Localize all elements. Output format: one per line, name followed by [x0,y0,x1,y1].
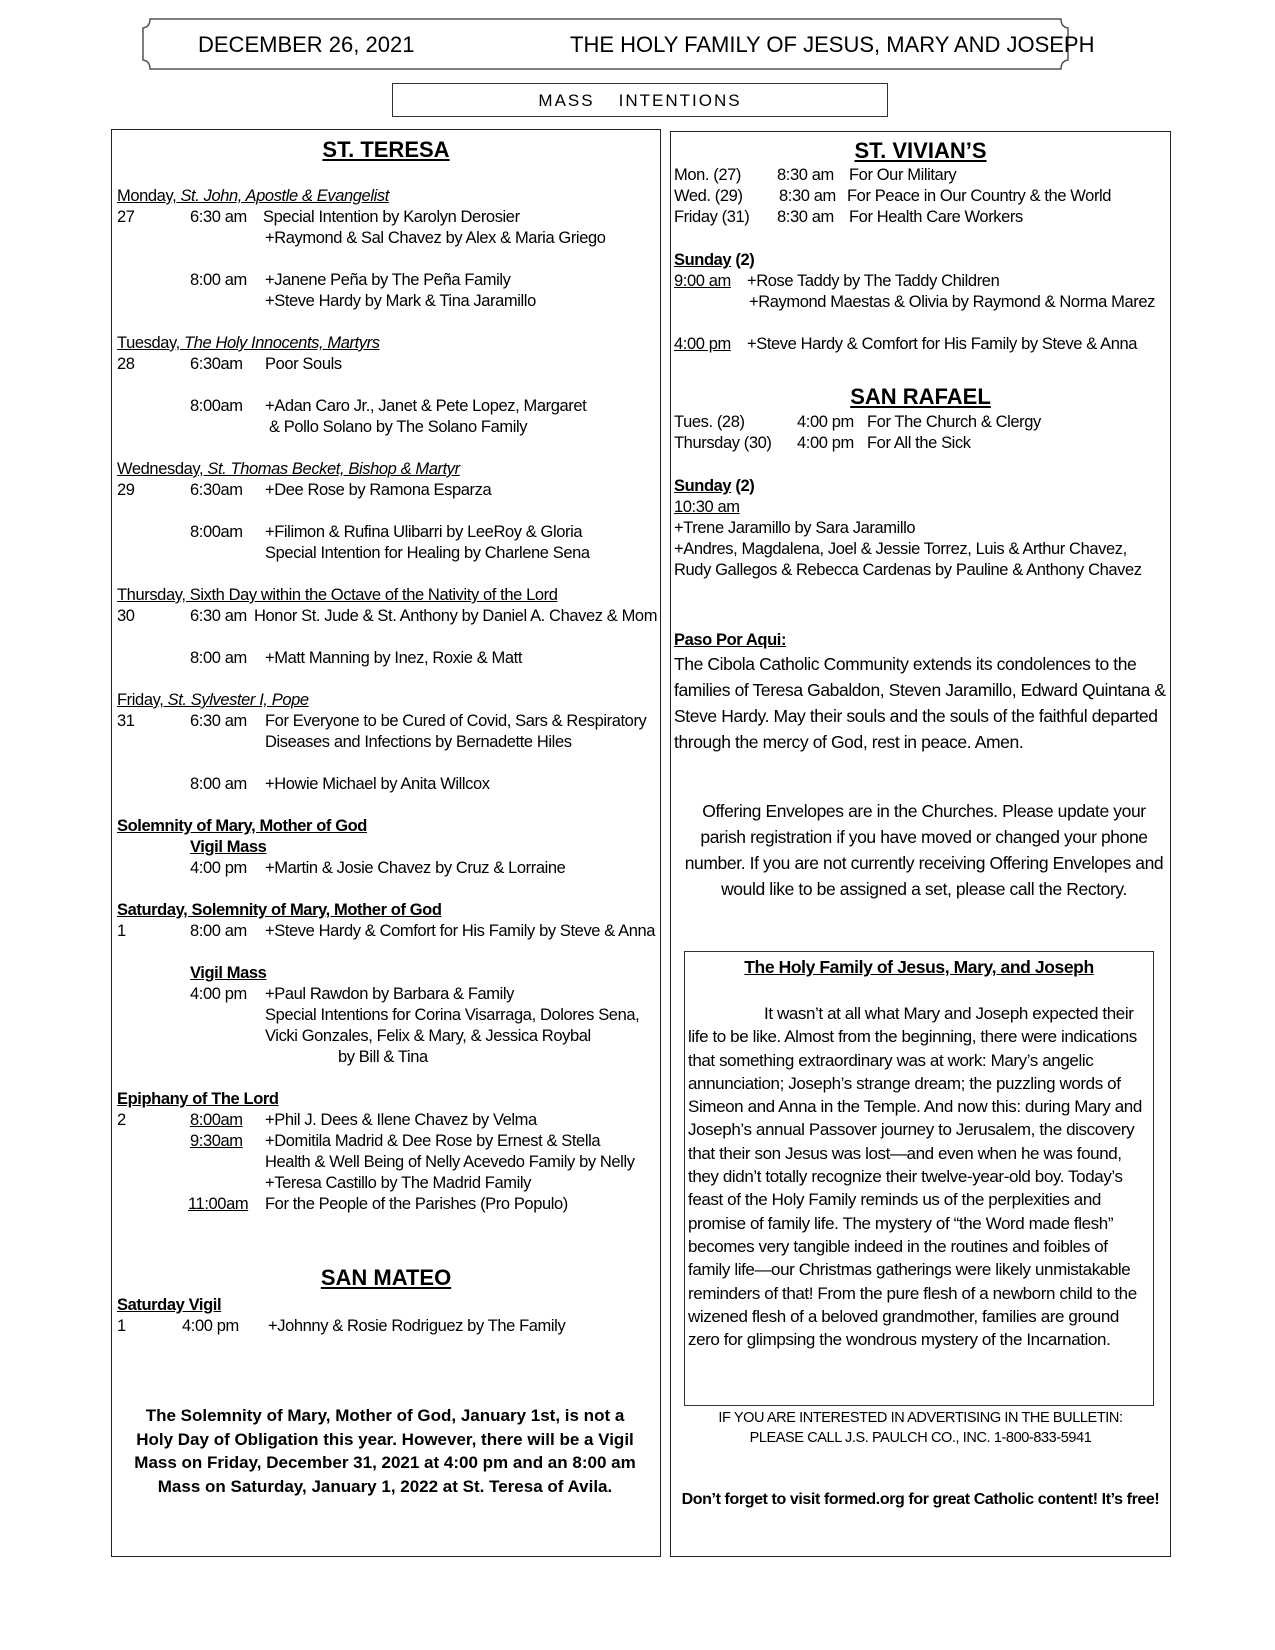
mass-intention: +Steve Hardy by Mark & Tina Jaramillo [265,292,536,310]
vigil-mass-label: Vigil Mass [190,838,267,856]
saturday-date: 1 [117,922,126,940]
mass-intention: +Raymond & Sal Chavez by Alex & Maria Griego [265,229,606,247]
mass-intention: +Trene Jaramillo by Sara Jaramillo [674,519,916,537]
saturday-time-2: 4:00 pm [190,985,247,1003]
epiphany-time-3: 11:00am [188,1195,249,1213]
mass-intention: +Howie Michael by Anita Willcox [265,775,490,793]
mass-intention: +Steve Hardy & Comfort for His Family by Steve & Anna [265,922,656,940]
formed-notice: Don’t forget to visit formed.org for great Catholic content! It’s free! [681,1491,1160,1508]
mass-intention: For All the Sick [867,434,971,452]
wednesday-date: 29 [117,481,135,499]
mass-intention: For Our Military [849,166,957,184]
mass-intention: +Andres, Magdalena, Joel & Jessie Torrez, Luis & Arthur Chavez, [674,540,1127,558]
vivians-sunday-time-1: 9:00 am [674,272,731,290]
mass-intention: +Janene Peña by The Peña Family [265,271,511,289]
mass-intention: Health & Well Being of Nelly Acevedo Family by Nelly [265,1153,635,1171]
mass-intention: For Peace in Our Country & the World [847,187,1112,205]
epiphany-date: 2 [117,1111,126,1129]
bulletin-date: DECEMBER 26, 2021 [198,32,415,57]
san-rafael-heading: SAN RAFAEL [850,384,991,409]
mass-intentions-banner [392,83,888,117]
epiphany-time-1: 8:00am [190,1111,243,1129]
vivians-day: Wed. (29) [674,187,743,205]
mass-intention: +Filimon & Rufina Ulibarri by LeeRoy & Gloria [265,523,583,541]
tuesday-heading: Tuesday, The Holy Innocents, Martyrs [117,334,380,352]
mass-intention: Rudy Gallegos & Rebecca Cardenas by Pauline & Anthony Chavez [674,561,1142,579]
mass-intention: +Rose Taddy by The Taddy Children [747,272,1000,290]
saturday-vigil-label: Saturday Vigil [117,1296,222,1314]
rafael-sunday-label: Sunday (2) [674,477,755,495]
thursday-heading: Thursday, Sixth Day within the Octave of the Nativity of the Lord [117,586,558,604]
mass-intention: Diseases and Infections by Bernadette Hiles [265,733,572,751]
mass-intention: Special Intentions for Corina Visarraga, Dolores Sena, [265,1006,640,1024]
mass-intention: Vicki Gonzales, Felix & Mary, & Jessica Roybal [265,1027,591,1045]
mass-intention: +Paul Rawdon by Barbara & Family [265,985,515,1003]
vivians-day: Friday (31) [674,208,750,226]
vivians-day: Mon. (27) [674,166,742,184]
mass-intention: +Adan Caro Jr., Janet & Pete Lopez, Margaret [265,397,587,415]
epiphany-heading: Epiphany of The Lord [117,1090,279,1108]
mass-label: MASS [538,91,595,110]
st-vivians-heading: ST. VIVIAN’S [854,138,987,163]
vivians-time: 8:30 am [779,187,836,205]
monday-time-1: 6:30 am [190,208,247,226]
friday-heading: Friday, St. Sylvester I, Pope [117,691,309,709]
rafael-sunday-time: 10:30 am [674,498,740,516]
san-mateo-time: 4:00 pm [182,1317,239,1335]
tuesday-date: 28 [117,355,135,373]
saturday-time-1: 8:00 am [190,922,247,940]
rafael-day: Tues. (28) [674,413,745,431]
mass-intention: +Steve Hardy & Comfort for His Family by Steve & Anna [747,335,1138,353]
st-teresa-heading: ST. TERESA [322,137,450,162]
thursday-time-1: 6:30 am [190,607,247,625]
mass-intention: Special Intention by Karolyn Derosier [263,208,520,226]
rafael-time: 4:00 pm [797,434,854,452]
friday-time-1: 6:30 am [190,712,247,730]
vivians-sunday-time-2: 4:00 pm [674,335,731,353]
advertising-line-2: PLEASE CALL J.S. PAULCH CO., INC. 1-800-833-5941 [749,1430,1092,1446]
monday-heading: Monday, St. John, Apostle & Evangelist [117,187,389,205]
solemnity-heading: Solemnity of Mary, Mother of God [117,817,367,835]
mass-intention: & Pollo Solano by The Solano Family [269,418,528,436]
bulletin-title: THE HOLY FAMILY OF JESUS, MARY AND JOSEPH [570,32,1095,57]
wednesday-time-2: 8:00am [190,523,243,541]
mass-intention: +Matt Manning by Inez, Roxie & Matt [265,649,523,667]
solemnity-time: 4:00 pm [190,859,247,877]
friday-time-2: 8:00 am [190,775,247,793]
rafael-time: 4:00 pm [797,413,854,431]
vivians-sunday-label: Sunday (2) [674,251,755,269]
thursday-date: 30 [117,607,135,625]
mass-intention: For the People of the Parishes (Pro Populo) [265,1195,568,1213]
paso-por-aqui-text: The Cibola Catholic Community extends its condolences to the families of Teresa Gabaldon, Steven Jaramillo, Edward Quintana & Steve Hardy. May their souls and the souls of the faithful departed through the mercy of God, rest in peace. Amen. [674,654,1166,752]
tuesday-time-1: 6:30am [190,355,243,373]
mass-intention: +Raymond Maestas & Olivia by Raymond & Norma Marez [749,293,1155,311]
holy-family-heading: The Holy Family of Jesus, Mary, and Joseph [744,957,1094,977]
monday-time-2: 8:00 am [190,271,247,289]
mass-intention: +Teresa Castillo by The Madrid Family [265,1174,531,1192]
mass-intention: +Phil J. Dees & Ilene Chavez by Velma [265,1111,537,1129]
holy-family-text: It wasn’t at all what Mary and Joseph expected their life to be like. Almost from the beginning, there were indications that something extraordinary was at work: Mary’s angelic annunciation; Joseph’s strange dream; the puzzling words of Simeon and Anna in the Temple. And now this: during Mary and Joseph’s annual Passover journey to Jerusalem, the discovery that their son Jesus was lost—and even when he was found, they didn’t totally recognize their twelve-year-old boy. Today’s feast of the Holy Family reminds us of the perplexities and promise of family life. The mystery of “the Word made flesh” becomes very tangible indeed in the routines and foibles of family life—our Christmas gatherings were likely unmistakable reminders of that! From the pure flesh of a newborn child to the wizened flesh of a beloved grandmother, families are ground zero for glimpsing the wondrous mystery of the Incarnation. [688,1004,1142,1350]
tuesday-time-2: 8:00am [190,397,243,415]
vivians-time: 8:30 am [777,208,834,226]
advertising-line-1: IF YOU ARE INTERESTED IN ADVERTISING IN THE BULLETIN: [718,1410,1123,1426]
mass-intention: Special Intention for Healing by Charlene Sena [265,544,590,562]
mass-intention: For Health Care Workers [849,208,1023,226]
mass-intention: Poor Souls [265,355,342,373]
offering-envelopes-notice: Offering Envelopes are in the Churches. Please update your parish registration if you have moved or changed your phone number. If you are not currently receiving Offering Envelopes and would like to be assigned a set, please call the Rectory. [684,801,1164,899]
vivians-time: 8:30 am [777,166,834,184]
intentions-label: INTENTIONS [618,91,742,110]
san-mateo-date: 1 [117,1317,126,1335]
thursday-time-2: 8:00 am [190,649,247,667]
wednesday-time-1: 6:30am [190,481,243,499]
friday-date: 31 [117,712,135,730]
mass-intention: Honor St. Jude & St. Anthony by Daniel A. Chavez & Mom [254,607,658,625]
mass-intention: +Johnny & Rosie Rodriguez by The Family [268,1317,566,1335]
vigil-mass-label: Vigil Mass [190,964,267,982]
mass-intention: +Martin & Josie Chavez by Cruz & Lorraine [265,859,566,877]
mass-intention: For The Church & Clergy [867,413,1041,431]
mass-intention: For Everyone to be Cured of Covid, Sars & Respiratory [265,712,647,730]
san-mateo-heading: SAN MATEO [320,1265,452,1290]
mass-intention: +Domitila Madrid & Dee Rose by Ernest & Stella [265,1132,601,1150]
wednesday-heading: Wednesday, St. Thomas Becket, Bishop & Martyr [117,460,460,478]
solemnity-notice: The Solemnity of Mary, Mother of God, January 1st, is not a Holy Day of Obligation this year. However, there will be a Vigil Mass on Friday, December 31, 2021 at 4:00 pm and an 8:00 am Mass on Saturday, January 1, 2022 at St. Teresa of Avila. [134,1406,636,1496]
saturday-heading: Saturday, Solemnity of Mary, Mother of God [117,901,442,919]
rafael-day: Thursday (30) [674,434,772,452]
mass-intention: by Bill & Tina [338,1048,428,1066]
monday-date: 27 [117,208,135,226]
mass-intention: +Dee Rose by Ramona Esparza [265,481,492,499]
paso-por-aqui-heading: Paso Por Aqui: [674,631,787,649]
epiphany-time-2: 9:30am [190,1132,243,1150]
